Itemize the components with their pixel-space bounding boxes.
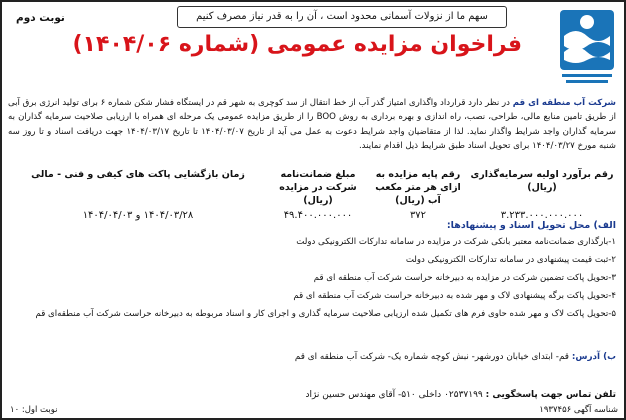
contact-value: ۰۲۵۳۷۱۹۹ داخلی ۵۱۰- آقای مهندس حسین نژاد xyxy=(305,390,486,400)
table-header: رقم پایه مزایده به ازای هر متر مکعب آب (ریال) xyxy=(375,169,461,206)
page-title: فراخوان مزایده عمومی (شماره ۱۴۰۴/۰۶) xyxy=(72,32,522,57)
contact-line xyxy=(305,390,616,400)
list-item: ۵-تحویل پاکت لاک و مهر شده حاوی فرم های تکمیل شده ارزیابی صلاحیت سرمایه گذاری و اجرای کار و اسناد مربوطه به دبیرخانه حراست شرکت آب منطقه‌ای قم xyxy=(35,309,616,319)
table-header: زمان بازگشایی پاکت های کیفی و فنی - مالی xyxy=(31,169,245,180)
address-label: ب) آدرس: xyxy=(571,352,616,362)
address-value: قم- ابتدای خیابان دورشهر- نبش کوچه شماره یک- شرکت آب منطقه ای قم xyxy=(294,352,572,362)
section-a-heading: الف) محل تحویل اسناد و پیشنهادها: xyxy=(446,220,616,231)
intro-paragraph xyxy=(8,96,616,153)
list-item: ۲-ثبت قیمت پیشنهادی در سامانه تدارکات الکترونیکی دولت xyxy=(405,255,616,265)
address-line xyxy=(8,352,616,362)
table-cell: ۱۴۰۴/۰۳/۲۸ و ۱۴۰۴/۰۴/۰۳ xyxy=(82,210,194,221)
table-cell: ۳.۲۳۳.۰۰۰.۰۰۰.۰۰۰ xyxy=(500,210,584,221)
page-label: نوبت اول: ۱۰ xyxy=(10,405,58,415)
list-item: ۴-تحویل پاکت برگه پیشنهادی لاک و مهر شده به دبیرخانه حراست شرکت آب منطقه ای قم xyxy=(293,291,616,301)
list-item: ۳-تحویل پاکت تضمین شرکت در مزایده به دبیرخانه حراست شرکت آب منطقه ای قم xyxy=(313,273,616,283)
table-header: رقم برآورد اولیه سرمایه‌گذاری (ریال) xyxy=(470,169,614,193)
round-label: نوبت دوم xyxy=(16,12,65,24)
table-cell: ۴۹.۴۰۰.۰۰۰.۰۰۰ xyxy=(283,210,353,221)
footer xyxy=(10,405,618,415)
contact-label: تلفن تماس جهت پاسخگویی : xyxy=(485,390,616,400)
table-header: مبلغ ضمانت‌نامه شرکت در مزایده (ریال) xyxy=(279,169,357,206)
water-slogan-banner: سهم ما از نزولات آسمانی محدود است ، آن را به قدر نیاز مصرف کنیم xyxy=(177,6,507,28)
list-item: ۱-بارگذاری ضمانت‌نامه معتبر بانکی شرکت در مزایده در سامانه تدارکات الکترونیکی دولت xyxy=(296,237,616,247)
water-company-logo-icon xyxy=(556,6,618,90)
intro-text: در نظر دارد قرارداد واگذاری امتیاز گذر آب از خط انتقال از سد کوچری به شهر قم در ایستگاه فشار شکن شماره ۶ برای تولید انرژی برق آبی از طریق تامین منابع مالی، طراحی، نصب، راه اندازی و بهره برداری به روش BOO را از طریق مزایده عمومی یک مرحله ای همراه با ارزیابی صلاحیت سرمایه گذاران به سرمایه گذاران واجد شرایط واگذار نماید. لذا از متقاضیان واجد شرایط دعوت به عمل می آید از تاریخ ۱۴۰۴/۰۳/۰۷ تا تاریخ ۱۴۰۴/۰۳/۱۷ جهت دریافت اسناد و تا روز سه شنبه مورخ ۱۴۰۴/۰۳/۲۷ برای تحویل اسناد طبق شرایط ذیل اقدام نمایند. xyxy=(8,98,616,151)
ad-id: شناسه آگهی ۱۹۳۷۴۵۶ xyxy=(539,405,618,415)
auction-table xyxy=(8,164,616,221)
table-cell: ۳۷۲ xyxy=(409,210,427,221)
company-name: شرکت آب منطقه ای قم xyxy=(512,98,616,108)
